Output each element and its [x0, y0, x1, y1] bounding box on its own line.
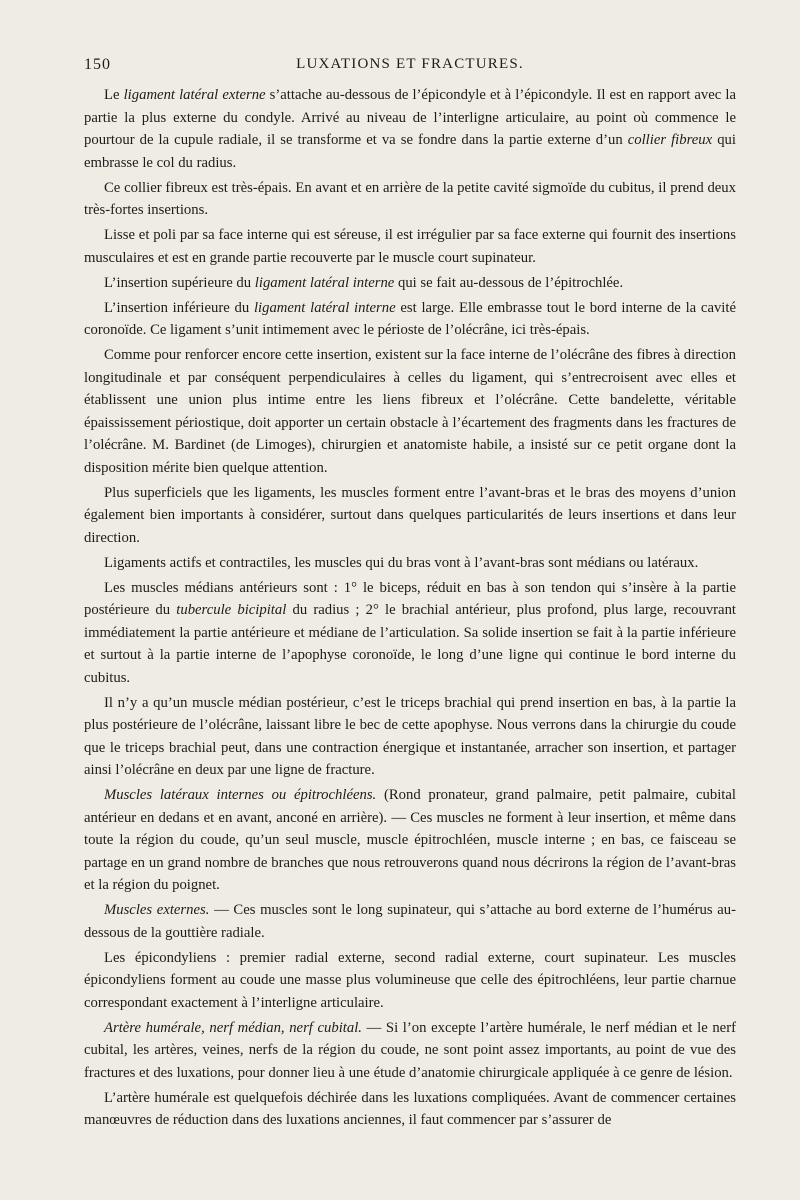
text-run: s’attache au-dessous de l’épicondyle et à l’épicondyle. Il est en rapport avec la partie la plus externe du condyle. Arrivé au niveau de l’interligne articulaire, au point où commence le pourtour de la cupule radiale, il se transforme et va se fondre dans la partie externe d’un — [84, 87, 736, 148]
page-body — [84, 84, 736, 1132]
text-run: est large. Elle embrasse tout le bord interne de la cavité coronoïde. Ce ligament s’unit intimement avec le périoste de l’olécrâne, ici très-épais. — [84, 299, 736, 338]
text-run: qui se fait au-dessous de l’épitrochlée. — [394, 274, 624, 291]
text-run: Les épicondyliens : premier radial externe, second radial externe, court supinateur. Les muscles épicondyliens forment au coude une masse plus volumineuse que celle des épitrochléens, leur partie charnue correspondant exactement à l’interligne articulaire. — [84, 949, 736, 1011]
italic-term: Muscles externes. — [104, 902, 210, 918]
italic-term: tubercule bicipital — [176, 602, 287, 618]
paragraph — [84, 272, 736, 295]
paragraph — [84, 84, 736, 174]
page-number: 150 — [84, 56, 111, 73]
text-run: Les muscles médians antérieurs sont : 1° le biceps, réduit en bas à son tendon qui s’insère à la partie postérieure du — [84, 579, 736, 618]
text-run: Ligaments actifs et contractiles, les muscles qui du bras vont à l’avant-bras sont médians ou latéraux. — [104, 554, 699, 571]
text-run: du radius ; 2° le brachial antérieur, plus profond, plus large, recouvrant immédiatement la partie antérieure et médiane de l’articulation. Sa solide insertion se fait à la partie inférieure et surtout à la partie interne de l’apophyse coronoïde, le long d’une ligne qui continue le bord interne du cubitus. — [84, 602, 737, 686]
text-run: Lisse et poli par sa face interne qui est séreuse, il est irrégulier par sa face externe qui fournit des insertions musculaires et est en grande partie recouverte par le muscle court supinateur. — [84, 227, 736, 266]
paragraph — [84, 947, 736, 1015]
paragraph — [84, 177, 736, 222]
paragraph — [84, 577, 736, 690]
paragraph — [84, 297, 736, 342]
paragraph — [84, 1087, 736, 1132]
text-run: (Rond pronateur, grand palmaire, petit palmaire, cubital antérieur en dedans et en avant, anconé en arrière). — Ces muscles ne forment à leur insertion, et même dans toute la région du coude, qu’un seul muscle, muscle épitrochléen, muscle interne ; en bas, ce faisceau se partage en un grand nombre de branches que nous retrouverons quand nous décrirons la région de l’avant-bras et la région du poignet. — [84, 787, 736, 893]
text-run: L’artère humérale est quelquefois déchirée dans les luxations compliquées. Avant de commencer certaines manœuvres de réduction dans des luxations anciennes, il faut commencer par s’assurer de — [84, 1089, 736, 1128]
paragraph — [84, 482, 736, 550]
text-run: Plus superficiels que les ligaments, les muscles forment entre l’avant-bras et le bras des moyens d’union également bien importants à considérer, surtout dans quelques particularités de leurs insertions et dans leur direction. — [84, 484, 736, 546]
text-run: Il n’y a qu’un muscle médian postérieur, c’est le triceps brachial qui prend insertion en bas, à la partie la plus postérieure de l’olécrâne, laissant libre le bec de cette apophyse. Nous verrons dans la chirurgie du coude que le triceps brachial peut, dans une contraction énergique et instantanée, arracher son insertion, et partager ainsi l’olécrâne en deux par une ligne de fracture. — [84, 694, 736, 778]
text-run: Comme pour renforcer encore cette insertion, existent sur la face interne de l’olécrâne des fibres à direction longitudinale et par conséquent perpendiculaires à celles du ligament, qui s’entrecroisent avec elles et établissent une union plus intime entre les liens fibreux et l’olécrâne. Cette bandelette, véritable épaississement périostique, doit apporter un certain obstacle à l’écartement des fragments dans les fractures de l’olécrâne. M. Bardinet (de Limoges), chirurgien et anatomiste habile, a insisté sur ce petit organe dont la disposition mérite bien quelque attention. — [84, 347, 736, 476]
text-run: Le — [104, 87, 124, 103]
text-run: qui embrasse le col du radius. — [84, 132, 736, 171]
page-header — [84, 56, 736, 84]
paragraph — [84, 552, 736, 575]
paragraph — [84, 784, 736, 897]
running-title: LUXATIONS ET FRACTURES. — [296, 56, 524, 72]
text-run: — Si l’on excepte l’artère humérale, le nerf médian et le nerf cubital, les artères, veines, nerfs de la région du coude, ne sont point assez importants, au point de vue des fractures et des luxations, pour donner lieu à une étude d’anatomie chirurgicale appliquée à ce genre de lésion. — [84, 1019, 736, 1081]
paragraph — [84, 224, 736, 269]
paragraph — [84, 1017, 736, 1085]
italic-term: Muscles latéraux internes ou épitrochléens. — [104, 787, 377, 803]
text-run: L’insertion supérieure du — [104, 274, 255, 291]
paragraph — [84, 899, 736, 944]
italic-term: ligament latéral externe — [123, 87, 266, 103]
text-run: — Ces muscles sont le long supinateur, qui s’attache au bord externe de l’humérus au-dessous de la gouttière radiale. — [84, 902, 737, 941]
italic-term: ligament latéral interne — [253, 299, 396, 316]
text-run: L’insertion inférieure du — [104, 299, 254, 316]
paragraph — [84, 692, 736, 782]
italic-term: ligament latéral interne — [254, 274, 395, 291]
italic-term: collier fibreux — [627, 132, 713, 148]
paragraph — [84, 344, 736, 479]
text-run: Ce collier fibreux est très-épais. En avant et en arrière de la petite cavité sigmoïde du cubitus, il prend deux très-fortes insertions. — [84, 179, 736, 218]
italic-term: Artère humérale, nerf médian, nerf cubital. — [104, 1019, 362, 1036]
